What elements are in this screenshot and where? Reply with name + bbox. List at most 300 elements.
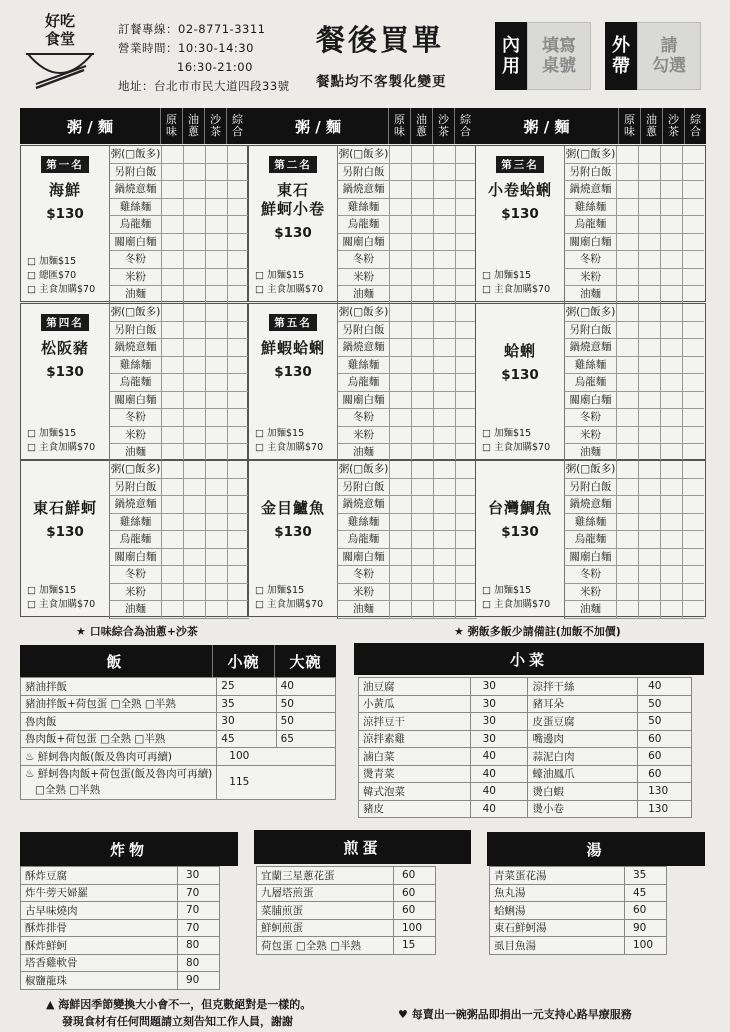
flavor-checkbox[interactable] (682, 461, 704, 479)
flavor-checkbox[interactable] (227, 392, 249, 410)
flavor-checkbox[interactable] (682, 251, 704, 269)
flavor-checkbox[interactable] (660, 269, 682, 287)
flavor-checkbox[interactable] (682, 531, 704, 549)
flavor-checkbox[interactable] (433, 584, 455, 602)
addon-option[interactable]: □ 加麵$15 (482, 270, 532, 281)
flavor-checkbox[interactable] (660, 549, 682, 567)
flavor-checkbox[interactable] (411, 444, 433, 462)
flavor-checkbox[interactable] (616, 601, 638, 619)
flavor-checkbox[interactable] (682, 216, 704, 234)
flavor-checkbox[interactable] (455, 322, 477, 340)
flavor-checkbox[interactable] (183, 146, 205, 164)
addon-option[interactable]: □ 加麵$15 (27, 428, 77, 439)
flavor-checkbox[interactable] (389, 496, 411, 514)
flavor-checkbox[interactable] (660, 304, 682, 322)
flavor-checkbox[interactable] (161, 199, 183, 217)
flavor-checkbox[interactable] (389, 461, 411, 479)
flavor-checkbox[interactable] (227, 199, 249, 217)
flavor-checkbox[interactable] (616, 322, 638, 340)
flavor-checkbox[interactable] (389, 146, 411, 164)
flavor-checkbox[interactable] (411, 392, 433, 410)
flavor-checkbox[interactable] (411, 496, 433, 514)
table-number-field[interactable]: 填寫 桌號 (527, 22, 591, 90)
flavor-checkbox[interactable] (660, 357, 682, 375)
addon-option[interactable]: □ 主食加購$70 (255, 284, 324, 295)
flavor-checkbox[interactable] (227, 409, 249, 427)
flavor-checkbox[interactable] (682, 392, 704, 410)
flavor-checkbox[interactable] (161, 322, 183, 340)
flavor-checkbox[interactable] (389, 234, 411, 252)
flavor-checkbox[interactable] (411, 234, 433, 252)
flavor-checkbox[interactable] (389, 164, 411, 182)
flavor-checkbox[interactable] (682, 357, 704, 375)
flavor-checkbox[interactable] (183, 357, 205, 375)
flavor-checkbox[interactable] (660, 392, 682, 410)
flavor-checkbox[interactable] (433, 461, 455, 479)
flavor-checkbox[interactable] (682, 286, 704, 304)
flavor-checkbox[interactable] (433, 357, 455, 375)
flavor-checkbox[interactable] (616, 549, 638, 567)
flavor-checkbox[interactable] (455, 357, 477, 375)
flavor-checkbox[interactable] (455, 339, 477, 357)
flavor-checkbox[interactable] (227, 286, 249, 304)
flavor-checkbox[interactable] (183, 549, 205, 567)
flavor-checkbox[interactable] (455, 234, 477, 252)
flavor-checkbox[interactable] (660, 322, 682, 340)
flavor-checkbox[interactable] (616, 216, 638, 234)
flavor-checkbox[interactable] (183, 496, 205, 514)
flavor-checkbox[interactable] (638, 357, 660, 375)
flavor-checkbox[interactable] (227, 146, 249, 164)
flavor-checkbox[interactable] (389, 601, 411, 619)
flavor-checkbox[interactable] (638, 549, 660, 567)
flavor-checkbox[interactable] (682, 181, 704, 199)
flavor-checkbox[interactable] (205, 234, 227, 252)
flavor-checkbox[interactable] (660, 496, 682, 514)
flavor-checkbox[interactable] (205, 304, 227, 322)
flavor-checkbox[interactable] (616, 374, 638, 392)
flavor-checkbox[interactable] (205, 601, 227, 619)
flavor-checkbox[interactable] (616, 427, 638, 445)
flavor-checkbox[interactable] (389, 409, 411, 427)
flavor-checkbox[interactable] (389, 251, 411, 269)
flavor-checkbox[interactable] (638, 339, 660, 357)
flavor-checkbox[interactable] (660, 164, 682, 182)
flavor-checkbox[interactable] (682, 566, 704, 584)
flavor-checkbox[interactable] (660, 146, 682, 164)
flavor-checkbox[interactable] (455, 216, 477, 234)
flavor-checkbox[interactable] (205, 322, 227, 340)
flavor-checkbox[interactable] (638, 322, 660, 340)
flavor-checkbox[interactable] (660, 444, 682, 462)
flavor-checkbox[interactable] (638, 181, 660, 199)
flavor-checkbox[interactable] (183, 234, 205, 252)
flavor-checkbox[interactable] (183, 461, 205, 479)
flavor-checkbox[interactable] (411, 199, 433, 217)
flavor-checkbox[interactable] (682, 234, 704, 252)
flavor-checkbox[interactable] (455, 251, 477, 269)
flavor-checkbox[interactable] (660, 461, 682, 479)
flavor-checkbox[interactable] (616, 357, 638, 375)
flavor-checkbox[interactable] (638, 496, 660, 514)
flavor-checkbox[interactable] (411, 479, 433, 497)
flavor-checkbox[interactable] (638, 392, 660, 410)
flavor-checkbox[interactable] (161, 531, 183, 549)
flavor-checkbox[interactable] (183, 304, 205, 322)
flavor-checkbox[interactable] (411, 357, 433, 375)
flavor-checkbox[interactable] (205, 164, 227, 182)
flavor-checkbox[interactable] (411, 549, 433, 567)
flavor-checkbox[interactable] (682, 479, 704, 497)
addon-option[interactable]: □ 加麵$15 (255, 270, 305, 281)
flavor-checkbox[interactable] (455, 549, 477, 567)
flavor-checkbox[interactable] (389, 357, 411, 375)
flavor-checkbox[interactable] (227, 479, 249, 497)
flavor-checkbox[interactable] (455, 164, 477, 182)
flavor-checkbox[interactable] (389, 181, 411, 199)
flavor-checkbox[interactable] (389, 479, 411, 497)
flavor-checkbox[interactable] (411, 251, 433, 269)
flavor-checkbox[interactable] (205, 392, 227, 410)
flavor-checkbox[interactable] (616, 234, 638, 252)
flavor-checkbox[interactable] (227, 566, 249, 584)
flavor-checkbox[interactable] (455, 181, 477, 199)
flavor-checkbox[interactable] (616, 286, 638, 304)
flavor-checkbox[interactable] (616, 164, 638, 182)
flavor-checkbox[interactable] (205, 216, 227, 234)
flavor-checkbox[interactable] (660, 251, 682, 269)
flavor-checkbox[interactable] (227, 216, 249, 234)
flavor-checkbox[interactable] (455, 444, 477, 462)
flavor-checkbox[interactable] (455, 392, 477, 410)
flavor-checkbox[interactable] (183, 269, 205, 287)
flavor-checkbox[interactable] (389, 304, 411, 322)
flavor-checkbox[interactable] (205, 514, 227, 532)
flavor-checkbox[interactable] (411, 181, 433, 199)
flavor-checkbox[interactable] (682, 409, 704, 427)
flavor-checkbox[interactable] (205, 409, 227, 427)
flavor-checkbox[interactable] (660, 181, 682, 199)
flavor-checkbox[interactable] (161, 584, 183, 602)
flavor-checkbox[interactable] (411, 146, 433, 164)
flavor-checkbox[interactable] (616, 584, 638, 602)
flavor-checkbox[interactable] (433, 286, 455, 304)
flavor-checkbox[interactable] (638, 199, 660, 217)
addon-option[interactable]: □ 主食加購$70 (27, 284, 96, 295)
flavor-checkbox[interactable] (205, 444, 227, 462)
flavor-checkbox[interactable] (660, 601, 682, 619)
flavor-checkbox[interactable] (682, 496, 704, 514)
flavor-checkbox[interactable] (616, 181, 638, 199)
flavor-checkbox[interactable] (433, 427, 455, 445)
flavor-checkbox[interactable] (433, 444, 455, 462)
flavor-checkbox[interactable] (389, 427, 411, 445)
flavor-checkbox[interactable] (161, 444, 183, 462)
flavor-checkbox[interactable] (433, 339, 455, 357)
flavor-checkbox[interactable] (638, 146, 660, 164)
flavor-checkbox[interactable] (183, 584, 205, 602)
flavor-checkbox[interactable] (183, 514, 205, 532)
flavor-checkbox[interactable] (455, 146, 477, 164)
flavor-checkbox[interactable] (682, 146, 704, 164)
flavor-checkbox[interactable] (638, 566, 660, 584)
flavor-checkbox[interactable] (638, 601, 660, 619)
flavor-checkbox[interactable] (161, 269, 183, 287)
flavor-checkbox[interactable] (411, 461, 433, 479)
flavor-checkbox[interactable] (638, 286, 660, 304)
flavor-checkbox[interactable] (638, 514, 660, 532)
flavor-checkbox[interactable] (660, 566, 682, 584)
flavor-checkbox[interactable] (433, 164, 455, 182)
flavor-checkbox[interactable] (161, 234, 183, 252)
flavor-checkbox[interactable] (183, 531, 205, 549)
flavor-checkbox[interactable] (205, 566, 227, 584)
flavor-checkbox[interactable] (616, 199, 638, 217)
flavor-checkbox[interactable] (205, 286, 227, 304)
flavor-checkbox[interactable] (660, 339, 682, 357)
flavor-checkbox[interactable] (433, 479, 455, 497)
flavor-checkbox[interactable] (227, 234, 249, 252)
flavor-checkbox[interactable] (205, 479, 227, 497)
flavor-checkbox[interactable] (616, 269, 638, 287)
flavor-checkbox[interactable] (638, 531, 660, 549)
flavor-checkbox[interactable] (161, 566, 183, 584)
flavor-checkbox[interactable] (455, 566, 477, 584)
flavor-checkbox[interactable] (682, 374, 704, 392)
flavor-checkbox[interactable] (161, 479, 183, 497)
addon-option[interactable]: □ 加麵$15 (482, 585, 532, 596)
flavor-checkbox[interactable] (389, 549, 411, 567)
flavor-checkbox[interactable] (161, 216, 183, 234)
flavor-checkbox[interactable] (411, 374, 433, 392)
flavor-checkbox[interactable] (433, 322, 455, 340)
flavor-checkbox[interactable] (183, 199, 205, 217)
flavor-checkbox[interactable] (227, 461, 249, 479)
flavor-checkbox[interactable] (455, 584, 477, 602)
flavor-checkbox[interactable] (227, 164, 249, 182)
flavor-checkbox[interactable] (205, 584, 227, 602)
flavor-checkbox[interactable] (638, 461, 660, 479)
flavor-checkbox[interactable] (183, 601, 205, 619)
flavor-checkbox[interactable] (389, 566, 411, 584)
flavor-checkbox[interactable] (183, 181, 205, 199)
flavor-checkbox[interactable] (638, 269, 660, 287)
flavor-checkbox[interactable] (682, 322, 704, 340)
flavor-checkbox[interactable] (682, 584, 704, 602)
flavor-checkbox[interactable] (455, 374, 477, 392)
flavor-checkbox[interactable] (660, 199, 682, 217)
flavor-checkbox[interactable] (205, 339, 227, 357)
flavor-checkbox[interactable] (638, 427, 660, 445)
flavor-checkbox[interactable] (411, 322, 433, 340)
flavor-checkbox[interactable] (433, 392, 455, 410)
flavor-checkbox[interactable] (227, 549, 249, 567)
addon-option[interactable]: □ 加麵$15 (255, 428, 305, 439)
flavor-checkbox[interactable] (411, 566, 433, 584)
flavor-checkbox[interactable] (616, 479, 638, 497)
flavor-checkbox[interactable] (183, 216, 205, 234)
flavor-checkbox[interactable] (411, 514, 433, 532)
flavor-checkbox[interactable] (682, 269, 704, 287)
flavor-checkbox[interactable] (433, 549, 455, 567)
flavor-checkbox[interactable] (227, 496, 249, 514)
flavor-checkbox[interactable] (638, 234, 660, 252)
flavor-checkbox[interactable] (227, 322, 249, 340)
flavor-checkbox[interactable] (616, 531, 638, 549)
flavor-checkbox[interactable] (455, 461, 477, 479)
flavor-checkbox[interactable] (161, 549, 183, 567)
flavor-checkbox[interactable] (389, 286, 411, 304)
flavor-checkbox[interactable] (161, 339, 183, 357)
flavor-checkbox[interactable] (183, 392, 205, 410)
flavor-checkbox[interactable] (227, 339, 249, 357)
flavor-checkbox[interactable] (660, 286, 682, 304)
flavor-checkbox[interactable] (205, 531, 227, 549)
flavor-checkbox[interactable] (660, 374, 682, 392)
flavor-checkbox[interactable] (455, 427, 477, 445)
flavor-checkbox[interactable] (161, 427, 183, 445)
flavor-checkbox[interactable] (161, 374, 183, 392)
flavor-checkbox[interactable] (183, 286, 205, 304)
flavor-checkbox[interactable] (227, 531, 249, 549)
flavor-checkbox[interactable] (205, 146, 227, 164)
flavor-checkbox[interactable] (161, 409, 183, 427)
flavor-checkbox[interactable] (227, 251, 249, 269)
flavor-checkbox[interactable] (389, 514, 411, 532)
flavor-checkbox[interactable] (682, 549, 704, 567)
flavor-checkbox[interactable] (205, 199, 227, 217)
flavor-checkbox[interactable] (682, 514, 704, 532)
flavor-checkbox[interactable] (660, 409, 682, 427)
flavor-checkbox[interactable] (227, 427, 249, 445)
flavor-checkbox[interactable] (455, 531, 477, 549)
addon-option[interactable]: □ 主食加購$70 (27, 442, 96, 453)
flavor-checkbox[interactable] (682, 601, 704, 619)
flavor-checkbox[interactable] (205, 496, 227, 514)
flavor-checkbox[interactable] (389, 216, 411, 234)
flavor-checkbox[interactable] (616, 304, 638, 322)
flavor-checkbox[interactable] (433, 304, 455, 322)
flavor-checkbox[interactable] (433, 269, 455, 287)
flavor-checkbox[interactable] (411, 286, 433, 304)
flavor-checkbox[interactable] (682, 199, 704, 217)
flavor-checkbox[interactable] (389, 444, 411, 462)
addon-option[interactable]: □ 加麵$15 (27, 585, 77, 596)
flavor-checkbox[interactable] (433, 216, 455, 234)
flavor-checkbox[interactable] (433, 234, 455, 252)
flavor-checkbox[interactable] (433, 181, 455, 199)
flavor-checkbox[interactable] (389, 584, 411, 602)
flavor-checkbox[interactable] (161, 164, 183, 182)
flavor-checkbox[interactable] (227, 584, 249, 602)
flavor-checkbox[interactable] (433, 514, 455, 532)
flavor-checkbox[interactable] (205, 181, 227, 199)
flavor-checkbox[interactable] (616, 461, 638, 479)
flavor-checkbox[interactable] (183, 444, 205, 462)
flavor-checkbox[interactable] (205, 549, 227, 567)
flavor-checkbox[interactable] (161, 357, 183, 375)
flavor-checkbox[interactable] (433, 601, 455, 619)
flavor-checkbox[interactable] (227, 444, 249, 462)
flavor-checkbox[interactable] (411, 304, 433, 322)
flavor-checkbox[interactable] (183, 409, 205, 427)
addon-option[interactable]: □ 總匯$70 (27, 270, 77, 281)
flavor-checkbox[interactable] (433, 531, 455, 549)
flavor-checkbox[interactable] (455, 269, 477, 287)
flavor-checkbox[interactable] (161, 146, 183, 164)
flavor-checkbox[interactable] (227, 374, 249, 392)
flavor-checkbox[interactable] (638, 584, 660, 602)
addon-option[interactable]: □ 主食加購$70 (482, 284, 551, 295)
flavor-checkbox[interactable] (455, 601, 477, 619)
flavor-checkbox[interactable] (638, 164, 660, 182)
flavor-checkbox[interactable] (682, 304, 704, 322)
flavor-checkbox[interactable] (205, 251, 227, 269)
flavor-checkbox[interactable] (660, 584, 682, 602)
flavor-checkbox[interactable] (389, 322, 411, 340)
flavor-checkbox[interactable] (455, 479, 477, 497)
flavor-checkbox[interactable] (660, 514, 682, 532)
flavor-checkbox[interactable] (227, 514, 249, 532)
flavor-checkbox[interactable] (205, 269, 227, 287)
addon-option[interactable]: □ 主食加購$70 (482, 599, 551, 610)
flavor-checkbox[interactable] (616, 444, 638, 462)
flavor-checkbox[interactable] (638, 444, 660, 462)
flavor-checkbox[interactable] (411, 164, 433, 182)
flavor-checkbox[interactable] (183, 566, 205, 584)
flavor-checkbox[interactable] (161, 461, 183, 479)
addon-option[interactable]: □ 主食加購$70 (27, 599, 96, 610)
flavor-checkbox[interactable] (616, 251, 638, 269)
flavor-checkbox[interactable] (660, 479, 682, 497)
flavor-checkbox[interactable] (389, 392, 411, 410)
flavor-checkbox[interactable] (660, 234, 682, 252)
flavor-checkbox[interactable] (227, 269, 249, 287)
flavor-checkbox[interactable] (433, 251, 455, 269)
flavor-checkbox[interactable] (205, 461, 227, 479)
flavor-checkbox[interactable] (682, 339, 704, 357)
flavor-checkbox[interactable] (389, 339, 411, 357)
flavor-checkbox[interactable] (433, 374, 455, 392)
flavor-checkbox[interactable] (161, 251, 183, 269)
flavor-checkbox[interactable] (638, 304, 660, 322)
flavor-checkbox[interactable] (161, 181, 183, 199)
flavor-checkbox[interactable] (411, 216, 433, 234)
flavor-checkbox[interactable] (455, 304, 477, 322)
flavor-checkbox[interactable] (660, 531, 682, 549)
flavor-checkbox[interactable] (455, 409, 477, 427)
flavor-checkbox[interactable] (411, 427, 433, 445)
flavor-checkbox[interactable] (433, 199, 455, 217)
addon-option[interactable]: □ 加麵$15 (255, 585, 305, 596)
flavor-checkbox[interactable] (411, 269, 433, 287)
flavor-checkbox[interactable] (682, 164, 704, 182)
flavor-checkbox[interactable] (616, 566, 638, 584)
flavor-checkbox[interactable] (183, 339, 205, 357)
flavor-checkbox[interactable] (411, 409, 433, 427)
flavor-checkbox[interactable] (411, 584, 433, 602)
flavor-checkbox[interactable] (411, 339, 433, 357)
flavor-checkbox[interactable] (389, 374, 411, 392)
flavor-checkbox[interactable] (433, 566, 455, 584)
addon-option[interactable]: □ 加麵$15 (482, 428, 532, 439)
flavor-checkbox[interactable] (638, 479, 660, 497)
flavor-checkbox[interactable] (227, 181, 249, 199)
flavor-checkbox[interactable] (183, 374, 205, 392)
flavor-checkbox[interactable] (682, 444, 704, 462)
flavor-checkbox[interactable] (389, 199, 411, 217)
flavor-checkbox[interactable] (616, 514, 638, 532)
